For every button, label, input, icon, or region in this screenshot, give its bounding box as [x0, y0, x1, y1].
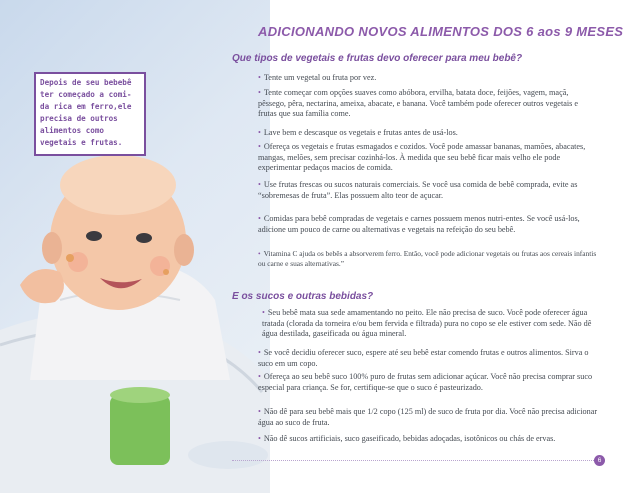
list-item [258, 142, 598, 174]
bullet-marker: • [258, 142, 261, 151]
list-item [258, 180, 598, 201]
list-item-text: Use frutas frescas ou sucos naturais comerciais. Se você usa comida de bebê comprada, evite as “sobremesas de fruta”. Elas possuem alto teor de açucar. [258, 180, 578, 200]
caption-box [34, 72, 146, 156]
baby-photo [0, 0, 270, 493]
list-item [258, 407, 598, 428]
list-item [258, 434, 598, 445]
bullet-marker: • [258, 372, 261, 381]
footer-divider [232, 460, 598, 461]
list-item [258, 249, 598, 269]
bullet-marker: • [258, 249, 261, 258]
list-item-text: Se você decidiu oferecer suco, espere até seu bebê estar comendo frutas e outros alimentos. Sirva o suco em um copo. [258, 348, 589, 368]
section-title-juices: E os sucos e outras bebidas? [232, 291, 374, 302]
bullet-marker: • [262, 308, 265, 317]
list-item-text: Lave bem e descasque os vegetais e frutas antes de usá-los. [263, 128, 458, 137]
list-item [258, 372, 598, 393]
list-item-text: Ofereça ao seu bebê suco 100% puro de frutas sem adicionar açúcar. Você não precisa comprar suco especial para criança. Se for, certifique-se que o suco é pasteurizado. [258, 372, 593, 392]
list-item-text: Não dê sucos artificiais, suco gaseificado, bebidas adoçadas, isotônicos ou chás de ervas. [263, 434, 556, 443]
list-item [258, 214, 598, 235]
list-item [258, 88, 598, 120]
bullet-marker: • [258, 348, 261, 357]
bullet-marker: • [258, 434, 261, 443]
bullet-marker: • [258, 128, 261, 137]
list-item-text: Não dê para seu bebê mais que 1/2 copo (125 ml) de suco de fruta por dia. Você não precisa adicionar água ao suco de fruta. [258, 407, 598, 427]
list-item [258, 73, 598, 84]
list-item [258, 348, 598, 369]
list-item-text: Seu bebê mata sua sede amamentando no peito. Ele não precisa de suco. Você pode oferecer água tratada (clorada da torneira e/ou bem fervida e filtrada) pura no copo se ele estiver com sede. Não dê água destilada, gaseificada ou água mineral. [262, 308, 592, 339]
bullet-marker: • [258, 180, 261, 189]
bullet-marker: • [258, 214, 261, 223]
page-number: 6 [594, 455, 605, 466]
section-title-vegetables: Que tipos de vegetais e frutas devo oferecer para meu bebê? [232, 53, 523, 64]
list-item-text: Comidas para bebê compradas de vegetais e carnes possuem menos nutri-entes. Se você usá-los, adicione um pouco de carne ou alternativas e vegetais na refeição do seu bebê. [258, 214, 580, 234]
list-item-text: Tente começar com opções suaves como abóbora, ervilha, batata doce, feijões, vagem, maçã, pêssego, pêra, nectarina, ameixa, abacate, e banana. Você também pode oferecer outros vegetais e frutas que sua família come. [258, 88, 578, 119]
page-title: ADICIONANDO NOVOS ALIMENTOS DOS 6 aos 9 MESES [258, 24, 624, 39]
bullet-marker: • [258, 73, 261, 82]
bullet-marker: • [258, 407, 261, 416]
list-item [258, 128, 598, 139]
list-item [262, 308, 598, 340]
list-item-text: Ofereça os vegetais e frutas esmagados e cozidos. Você pode amassar bananas, mamões, abacates, mangas, melões, sem precisar cozinhá-los. À medida que seu bebê ficar mais velho ele pode experimentar pedaços macios de comida. [258, 142, 586, 173]
list-item-text: Tente um vegetal ou fruta por vez. [263, 73, 377, 82]
list-item-text: Vitamina C ajuda os bebês a absorverem ferro. Então, você pode adicionar vegetais ou frutas aos cereais infantis ou carne e suas alternativas.” [258, 249, 597, 268]
caption-text: Depois de seu bebebê ter começado a comi-da rica em ferro,ele precisa de outros alimentos como vegetais e frutas. [40, 78, 132, 147]
bullet-marker: • [258, 88, 261, 97]
